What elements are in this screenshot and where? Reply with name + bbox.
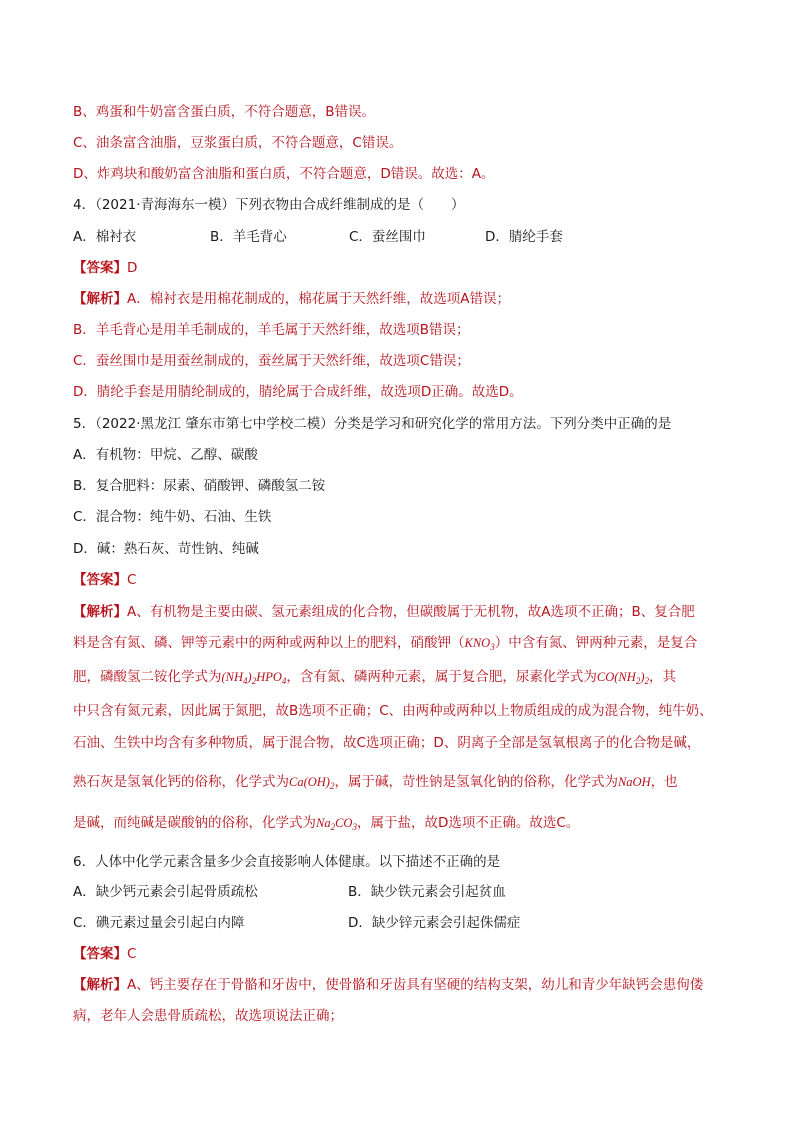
answer-tag: 【答案】	[73, 572, 127, 588]
analysis-line: D、炸鸡块和酸奶富含油脂和蛋白质，不符合题意，D错误。故选：A。	[73, 166, 495, 182]
question-6-options-row-2	[73, 913, 734, 933]
analysis-line: 肥，磷酸氢二铵化学式为$(NH_4)_2HPO_4$，含有氮、磷两种元素，属于复合肥，尿素化学式为$CO(NH_2)_2$，其	[73, 669, 676, 686]
question-5-stem: 5．（2022·黑龙江 肇东市第七中学校二模）分类是学习和研究化学的常用方法。下列分类中正确的是	[73, 416, 672, 432]
question-6-stem: 6．人体中化学元素含量多少会直接影响人体健康。以下描述不正确的是	[73, 854, 501, 870]
analysis-line: 【解析】A．棉衬衣是用棉花制成的，棉花属于天然纤维，故选项A错误；	[73, 291, 510, 307]
question-6-options-row-1	[73, 882, 734, 902]
analysis-tag: 【解析】	[73, 291, 127, 307]
option-c: C．蚕丝围巾	[349, 229, 426, 245]
option-a: A．棉衬衣	[73, 229, 137, 245]
answer-tag: 【答案】	[73, 946, 127, 962]
answer-value: D	[127, 260, 138, 276]
analysis-line: 病，老年人会患骨质疏松，故选项说法正确；	[73, 1008, 343, 1024]
option-b: B．缺少铁元素会引起贫血	[348, 884, 506, 900]
option-b: B．复合肥料：尿素、硝酸钾、磷酸氢二铵	[73, 478, 326, 494]
option-d: D．碱：熟石灰、苛性钠、纯碱	[73, 541, 259, 557]
answer-line	[73, 570, 734, 590]
formula: $KNO_3$	[464, 636, 495, 652]
answer-value: C	[127, 572, 137, 588]
analysis-line: 【解析】A、钙主要存在于骨骼和牙齿中，使骨骼和牙齿具有坚硬的结构支架，幼儿和青少年缺钙会患佝偻	[73, 977, 704, 993]
question-4-stem: 4．（2021·青海海东一模）下列衣物由合成纤维制成的是（ ）	[73, 197, 465, 213]
formula: $(NH_4)_2HPO_4$	[221, 670, 287, 686]
option-b: B．羊毛背心	[210, 229, 287, 245]
analysis-line: 【解析】A、有机物是主要由碳、氢元素组成的化合物，但碳酸属于无机物，故A选项不正确；B、复合肥	[73, 604, 695, 620]
analysis-tag: 【解析】	[73, 977, 127, 993]
formula: $Na_2CO_3$	[316, 816, 357, 832]
answer-line	[73, 258, 734, 278]
analysis-line: C、油条富含油脂，豆浆蛋白质，不符合题意，C错误。	[73, 135, 403, 151]
option-c: C．碘元素过量会引起白内障	[73, 915, 245, 931]
option-c: C．混合物：纯牛奶、石油、生铁	[73, 509, 272, 525]
analysis-line: C．蚕丝围巾是用蚕丝制成的，蚕丝属于天然纤维，故选项C错误；	[73, 353, 470, 369]
analysis-line: 是碱，而纯碱是碳酸钠的俗称，化学式为$Na_2CO_3$，属于盐，故D选项不正确。故选C。	[73, 815, 580, 832]
analysis-line: D．腈纶手套是用腈纶制成的，腈纶属于合成纤维，故选项D正确。故选D。	[73, 384, 523, 400]
analysis-line: 熟石灰是氢氧化钙的俗称，化学式为$Ca(OH)_2$，属于碱，苛性钠是氢氧化钠的俗称，化学式为NaOH，也	[73, 774, 678, 791]
answer-tag: 【答案】	[73, 260, 127, 276]
analysis-tag: 【解析】	[73, 604, 127, 620]
analysis-line: 料是含有氮、磷、钾等元素中的两种或两种以上的肥料，硝酸钾$(KNO_3)$中含有氮、钾两种元素，是复合	[73, 635, 698, 652]
option-a: A．缺少钙元素会引起骨质疏松	[73, 884, 258, 900]
formula: $Ca(OH)_2$	[289, 775, 335, 791]
analysis-line: B．羊毛背心是用羊毛制成的，羊毛属于天然纤维，故选项B错误；	[73, 322, 470, 338]
question-4-options	[73, 227, 734, 247]
option-d: D．缺少锌元素会引起侏儒症	[348, 915, 521, 931]
answer-value: C	[127, 946, 137, 962]
analysis-line: B、鸡蛋和牛奶富含蛋白质，不符合题意，B错误。	[73, 104, 376, 120]
formula: $CO(NH_2)_2$	[596, 670, 649, 686]
answer-line	[73, 944, 734, 964]
option-a: A．有机物：甲烷、乙醇、碳酸	[73, 447, 258, 463]
analysis-line: 石油、生铁中均含有多种物质，属于混合物，故C选项正确；D、阴离子全部是氢氧根离子的化合物是碱，	[73, 735, 701, 751]
option-d: D．腈纶手套	[485, 229, 563, 245]
formula: NaOH	[617, 775, 651, 789]
analysis-line: 中只含有氮元素，因此属于氮肥，故B选项不正确；C、由两种或两种以上物质组成的成为混合物，纯牛奶、	[73, 703, 713, 719]
